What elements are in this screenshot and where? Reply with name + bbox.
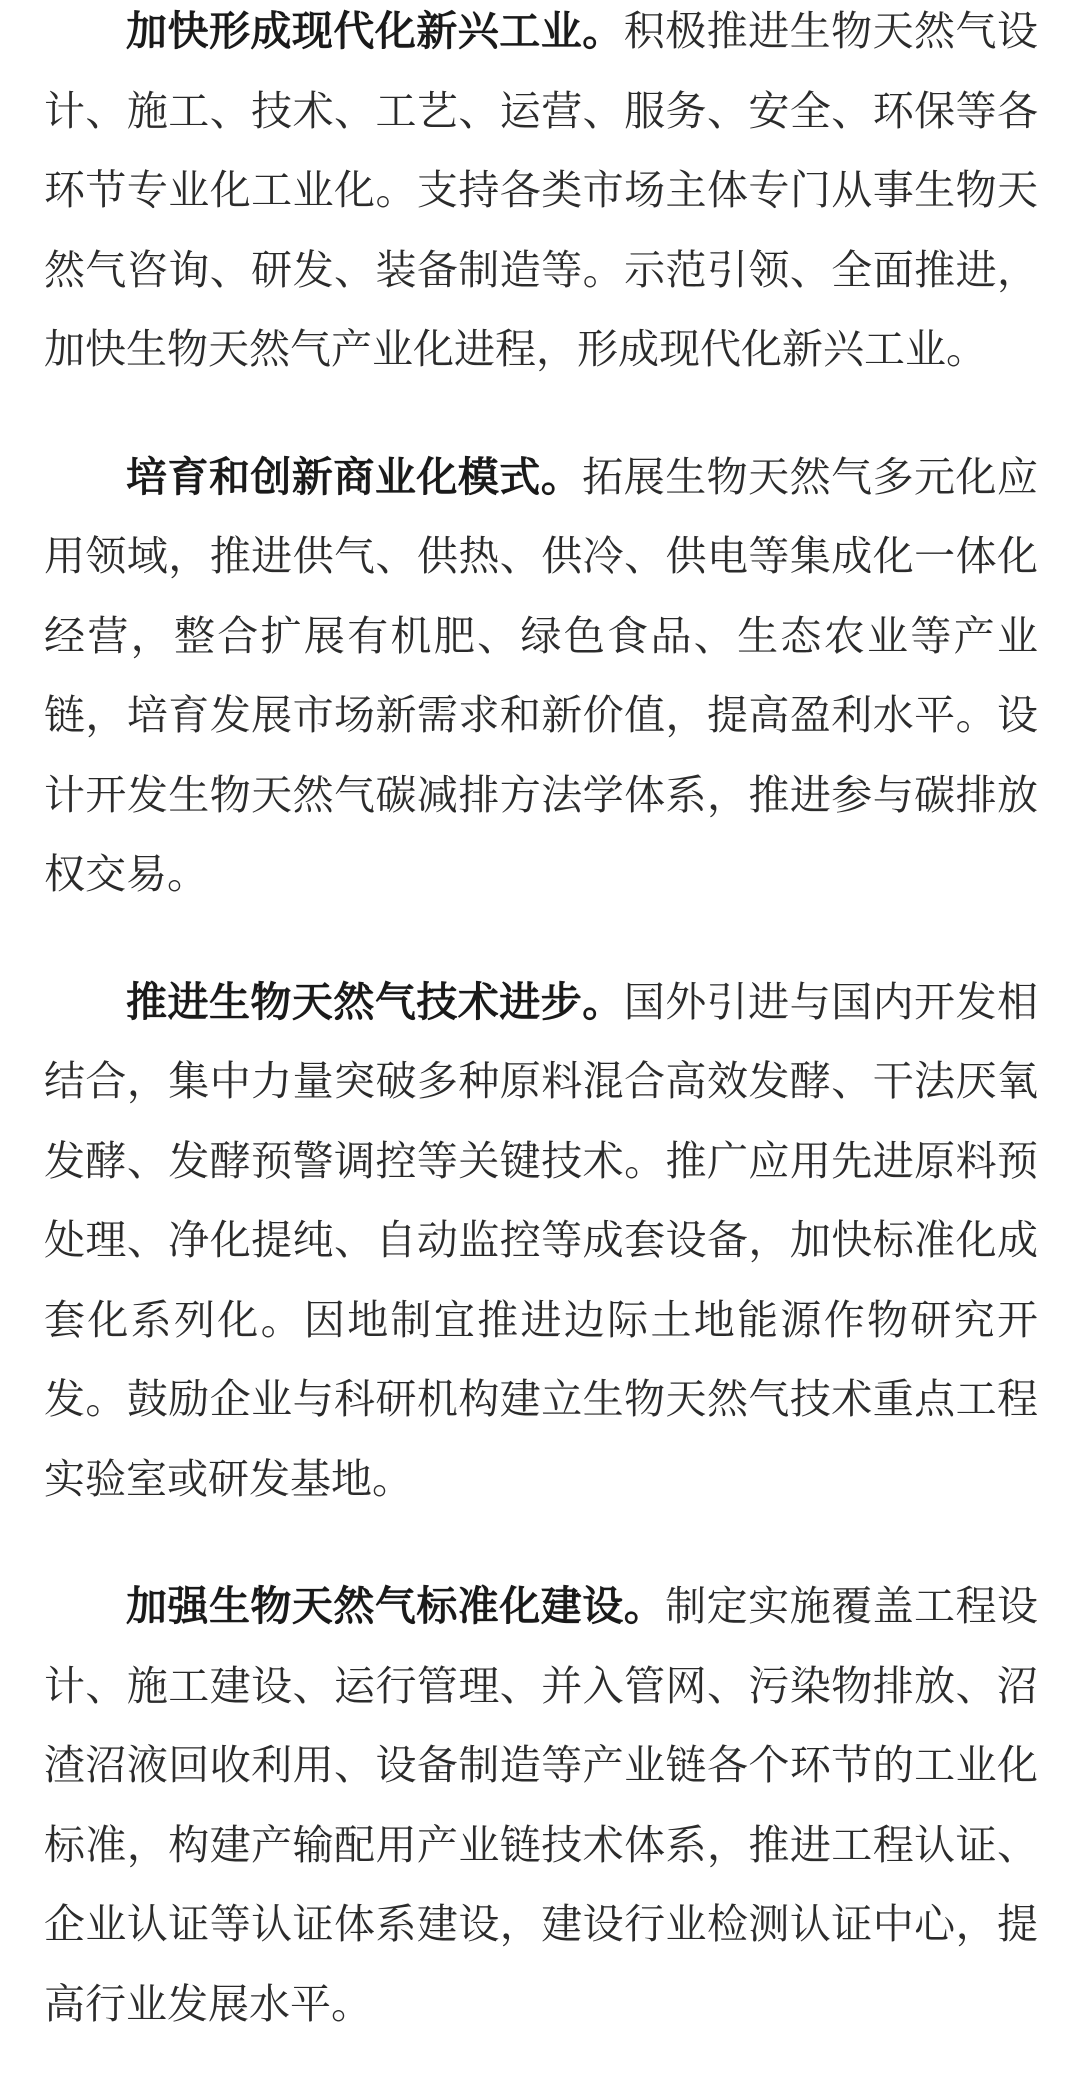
paragraph-heading: 加快形成现代化新兴工业。 [126,7,624,55]
paragraph-text: 拓展生物天然气多元化应用领域，推进供气、供热、供冷、供电等集成化一体化经营，整合扩展有机肥、绿色食品、生态农业等产业链，培育发展市场新需求和新价值，提高盈利水平。设计开发生物天然气碳减排方法学体系，推进参与碳排放权交易。 [44,452,1039,898]
paragraph-industrialization [44,0,1038,390]
paragraph-business-model [44,438,1038,915]
paragraph-text: 制定实施覆盖工程设计、施工建设、运行管理、并入管网、污染物排放、沼渣沼液回收利用、设备制造等产业链各个环节的工业化标准，构建产输配用产业链技术体系，推进工程认证、企业认证等认证体系建设，建设行业检测认证中心，提高行业发展水平。 [44,1582,1039,2028]
paragraph-text: 积极推进生物天然气设计、施工、技术、工艺、运营、服务、安全、环保等各环节专业化工业化。支持各类市场主体专门从事生物天然气咨询、研发、装备制造等。示范引领、全面推进，加快生物天然气产业化进程，形成现代化新兴工业。 [44,7,1039,373]
paragraph-heading: 推进生物天然气技术进步。 [126,977,624,1026]
paragraph-text: 国外引进与国内开发相结合，集中力量突破多种原料混合高效发酵、干法厌氧发酵、发酵预警调控等关键技术。推广应用先进原料预处理、净化提纯、自动监控等成套设备，加快标准化成套化系列化。因地制宜推进边际土地能源作物研究开发。鼓励企业与科研机构建立生物天然气技术重点工程实验室或研发基地。 [44,977,1039,1503]
paragraph-heading: 培育和创新商业化模式。 [126,452,583,501]
paragraph-standardization [44,1567,1038,2044]
paragraph-heading: 加强生物天然气标准化建设。 [126,1582,666,1630]
paragraph-technology [44,963,1038,1520]
article-body [44,0,1038,2092]
